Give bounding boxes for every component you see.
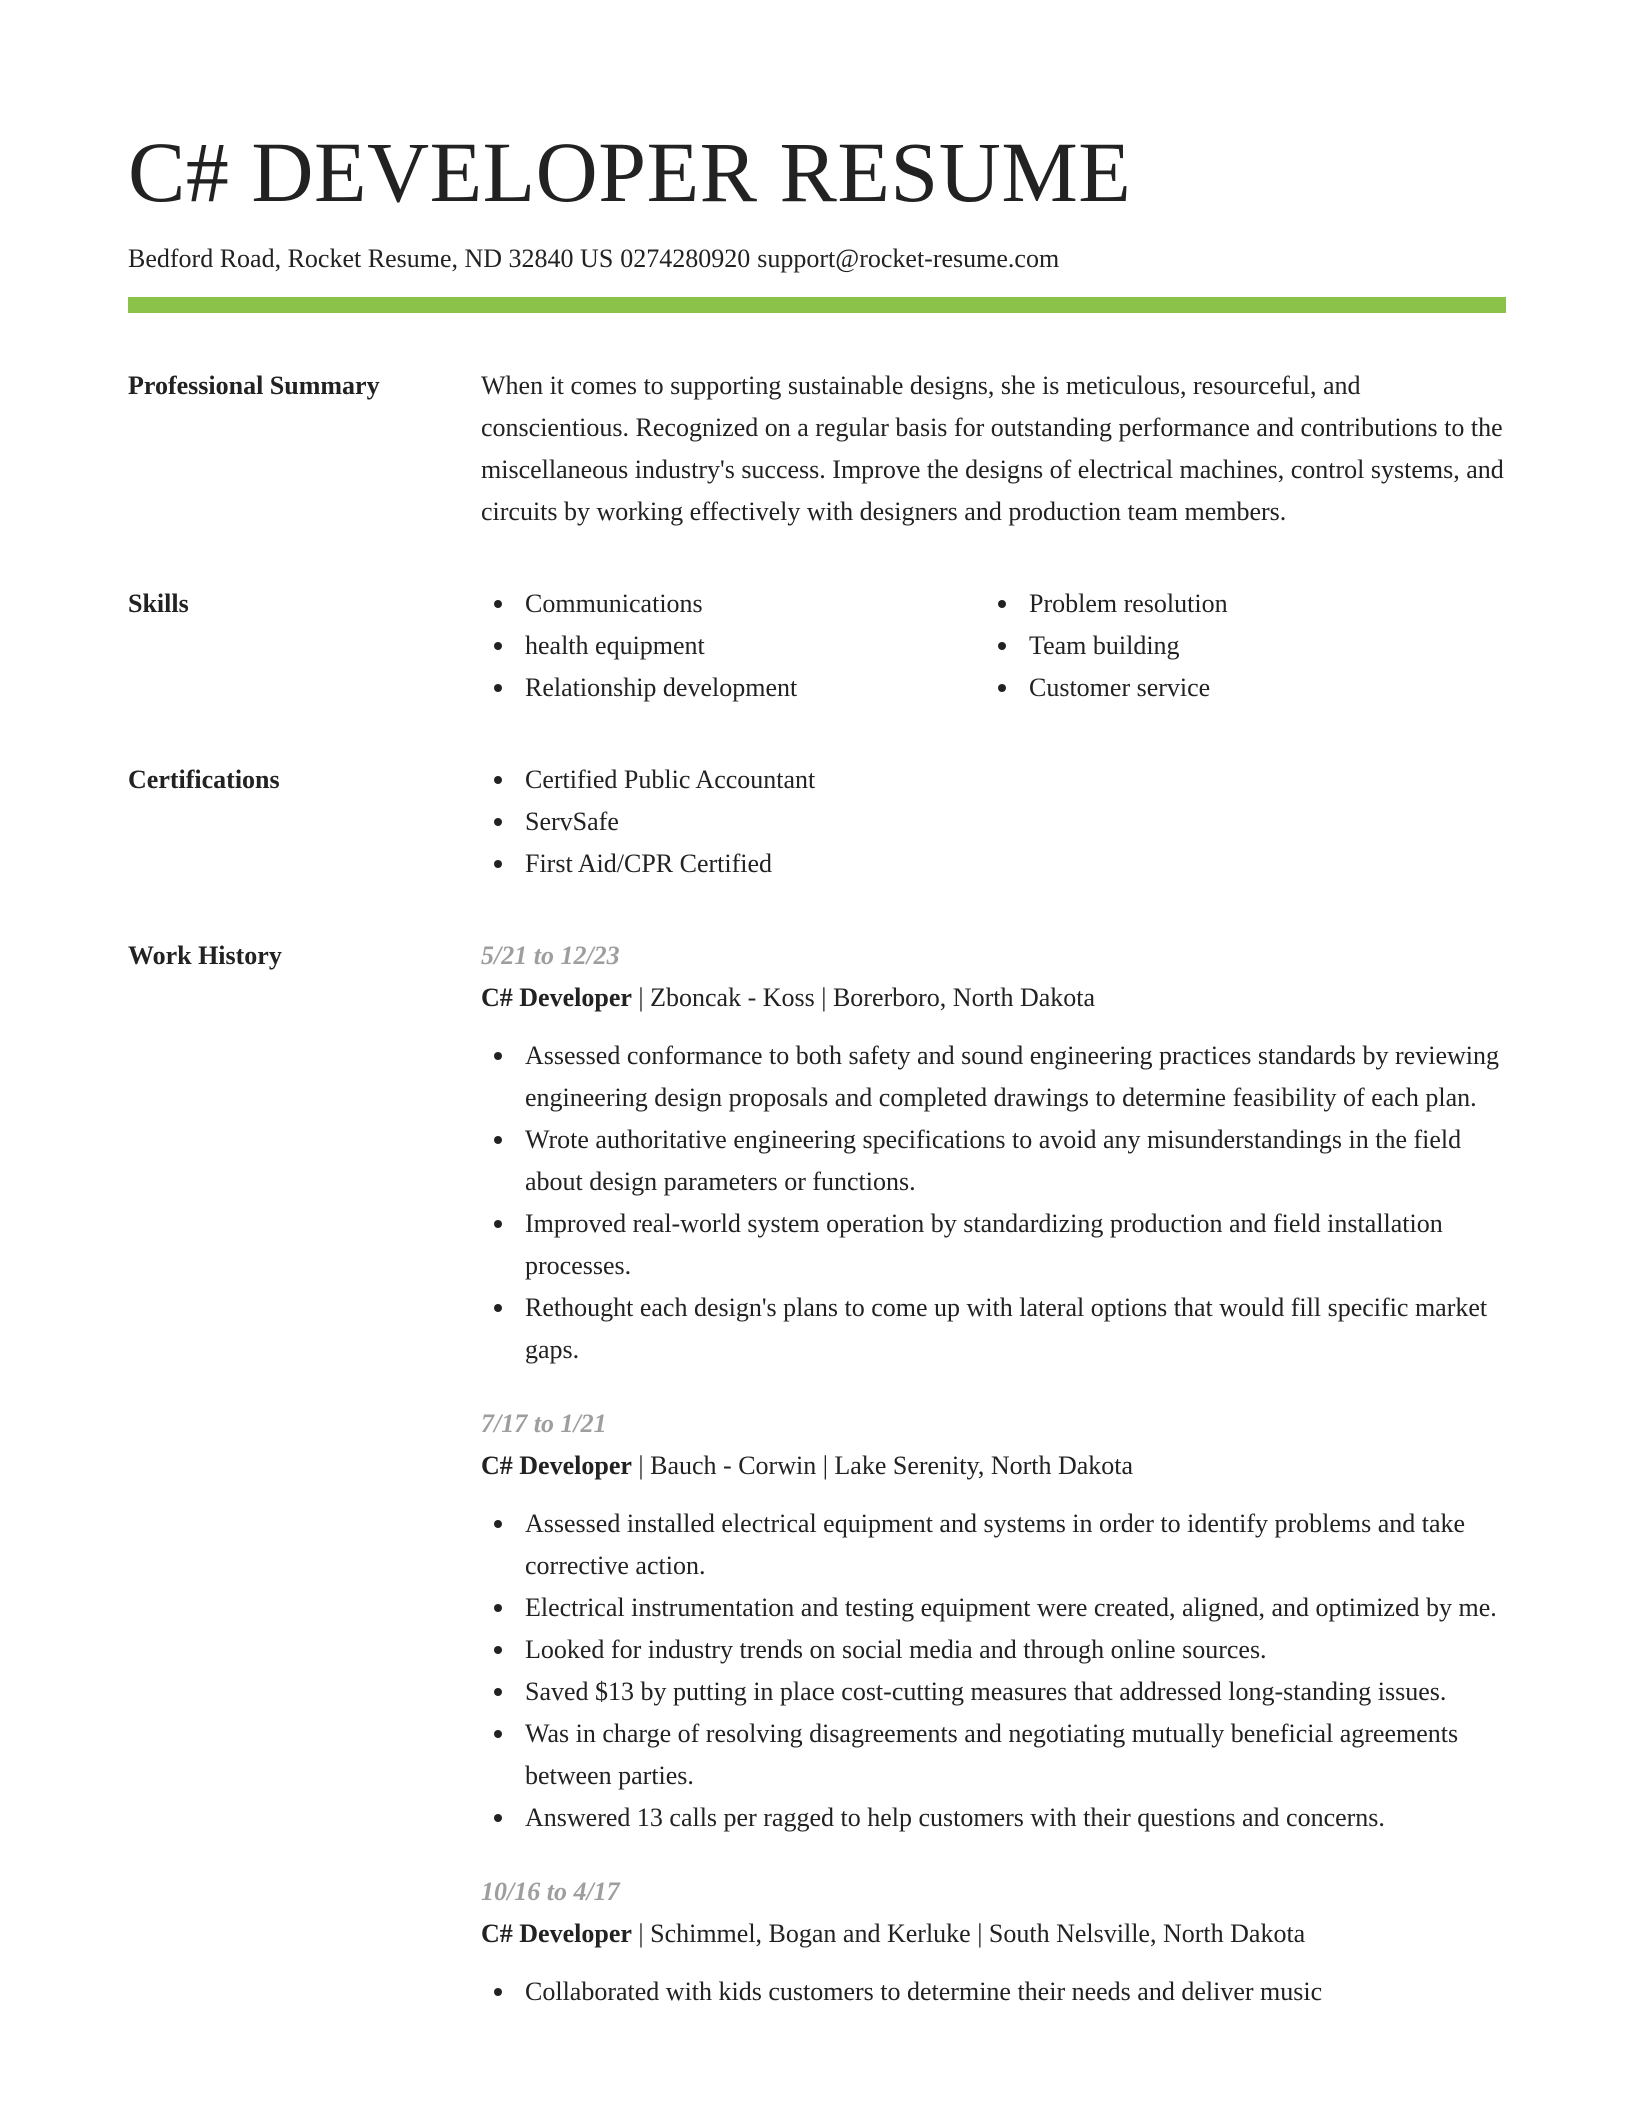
certifications-content <box>481 759 1506 885</box>
bullet-icon <box>494 1304 502 1312</box>
job-title: C# Developer <box>481 1919 632 1948</box>
skill-item <box>985 667 1489 709</box>
job-bullet <box>481 1797 1506 1839</box>
job-dates: 7/17 to 1/21 <box>481 1409 607 1438</box>
summary-section <box>128 365 1506 533</box>
job-title: C# Developer <box>481 983 632 1012</box>
bullet-icon <box>494 1604 502 1612</box>
job-bullets <box>481 1035 1506 1371</box>
job-bullets <box>481 1503 1506 1839</box>
job-bullet-text: Improved real-world system operation by standardizing production and field installation processes. <box>525 1209 1443 1280</box>
bullet-icon <box>494 642 502 650</box>
skill-text: Problem resolution <box>1029 589 1228 618</box>
work-history-section <box>128 935 1506 2013</box>
job-title: C# Developer <box>481 1451 632 1480</box>
job-bullet <box>481 1035 1506 1119</box>
job-bullet <box>481 1713 1506 1797</box>
job-bullet-text: Rethought each design's plans to come up with lateral options that would fill specific market gaps. <box>525 1293 1488 1364</box>
job-bullet <box>481 1971 1506 2013</box>
certifications-list <box>481 759 1506 885</box>
job-bullet-text: Collaborated with kids customers to determine their needs and deliver music <box>525 1977 1323 2006</box>
summary-content <box>481 365 1506 533</box>
skill-item <box>481 583 985 625</box>
job-details: | Schimmel, Bogan and Kerluke | South Nelsville, North Dakota <box>638 1919 1306 1948</box>
skills-list-left <box>481 583 985 709</box>
job-bullet-text: Assessed conformance to both safety and sound engineering practices standards by reviewing engineering design proposals and completed drawings to determine feasibility of each plan. <box>525 1041 1499 1112</box>
bullet-icon <box>494 1220 502 1228</box>
skill-item <box>481 625 985 667</box>
job-entry <box>481 1871 1506 2013</box>
work-history-content <box>481 935 1506 2013</box>
certification-text: First Aid/CPR Certified <box>525 849 773 878</box>
section-label-skills: Skills <box>128 589 189 618</box>
skill-text: Relationship development <box>525 673 798 702</box>
bullet-icon <box>494 684 502 692</box>
bullet-icon <box>494 1052 502 1060</box>
job-heading <box>481 977 1506 1019</box>
job-bullets <box>481 1971 1506 2013</box>
resume-page <box>128 0 1506 2013</box>
bullet-icon <box>494 1520 502 1528</box>
job-bullet-text: Was in charge of resolving disagreements and negotiating mutually beneficial agreements between parties. <box>525 1719 1459 1790</box>
job-bullet <box>481 1503 1506 1587</box>
certification-text: ServSafe <box>525 807 619 836</box>
header-divider <box>128 297 1506 313</box>
job-bullet-text: Looked for industry trends on social media and through online sources. <box>525 1635 1267 1664</box>
contact-email: support@rocket-resume.com <box>757 244 1060 273</box>
certification-text: Certified Public Accountant <box>525 765 816 794</box>
skill-text: Team building <box>1029 631 1180 660</box>
section-label-work-history: Work History <box>128 941 282 970</box>
bullet-icon <box>998 684 1006 692</box>
contact-phone: 0274280920 <box>620 244 751 273</box>
bullet-icon <box>494 600 502 608</box>
skill-text: Customer service <box>1029 673 1211 702</box>
job-dates: 10/16 to 4/17 <box>481 1877 620 1906</box>
job-bullet <box>481 1587 1506 1629</box>
certification-item <box>481 801 1506 843</box>
bullet-icon <box>494 1688 502 1696</box>
job-bullet <box>481 1203 1506 1287</box>
job-bullet <box>481 1629 1506 1671</box>
skills-content <box>481 583 1506 709</box>
section-label-certifications: Certifications <box>128 765 280 794</box>
job-bullet-text: Wrote authoritative engineering specifications to avoid any misunderstandings in the field about design parameters or functions. <box>525 1125 1462 1196</box>
resume-title: C# DEVELOPER RESUME <box>128 124 1132 220</box>
job-entry <box>481 935 1506 1371</box>
skill-text: health equipment <box>525 631 705 660</box>
job-details: | Bauch - Corwin | Lake Serenity, North Dakota <box>638 1451 1134 1480</box>
bullet-icon <box>494 860 502 868</box>
job-bullet <box>481 1119 1506 1203</box>
job-bullet-text: Assessed installed electrical equipment and systems in order to identify problems and take corrective action. <box>525 1509 1466 1580</box>
job-entry <box>481 1403 1506 1839</box>
bullet-icon <box>494 1988 502 1996</box>
job-details: | Zboncak - Koss | Borerboro, North Dakota <box>638 983 1096 1012</box>
contact-address: Bedford Road, Rocket Resume, ND 32840 US <box>128 244 614 273</box>
skill-text: Communications <box>525 589 703 618</box>
bullet-icon <box>494 1730 502 1738</box>
bullet-icon <box>494 818 502 826</box>
skill-item <box>481 667 985 709</box>
summary-text: When it comes to supporting sustainable designs, she is meticulous, resourceful, and conscientious. Recognized on a regular basis for outstanding performance and contributions to the miscellaneous industry's success. Improve the designs of electrical machines, control systems, and circuits by working effectively with designers and production team members. <box>481 371 1504 526</box>
job-heading <box>481 1445 1506 1487</box>
contact-line <box>128 242 1506 276</box>
job-bullet <box>481 1287 1506 1371</box>
bullet-icon <box>494 1646 502 1654</box>
job-bullet-text: Answered 13 calls per ragged to help customers with their questions and concerns. <box>525 1803 1385 1832</box>
skill-item <box>985 583 1489 625</box>
job-heading <box>481 1913 1506 1955</box>
certification-item <box>481 843 1506 885</box>
bullet-icon <box>998 642 1006 650</box>
section-label-summary: Professional Summary <box>128 371 380 400</box>
job-bullet <box>481 1671 1506 1713</box>
skills-list-right <box>985 583 1489 709</box>
job-bullet-text: Electrical instrumentation and testing equipment were created, aligned, and optimized by me. <box>525 1593 1497 1622</box>
bullet-icon <box>494 776 502 784</box>
bullet-icon <box>998 600 1006 608</box>
certifications-section <box>128 759 1506 885</box>
skills-section <box>128 583 1506 709</box>
bullet-icon <box>494 1136 502 1144</box>
certification-item <box>481 759 1506 801</box>
job-dates: 5/21 to 12/23 <box>481 941 620 970</box>
job-bullet-text: Saved $13 by putting in place cost-cutting measures that addressed long-standing issues. <box>525 1677 1447 1706</box>
skill-item <box>985 625 1489 667</box>
bullet-icon <box>494 1814 502 1822</box>
